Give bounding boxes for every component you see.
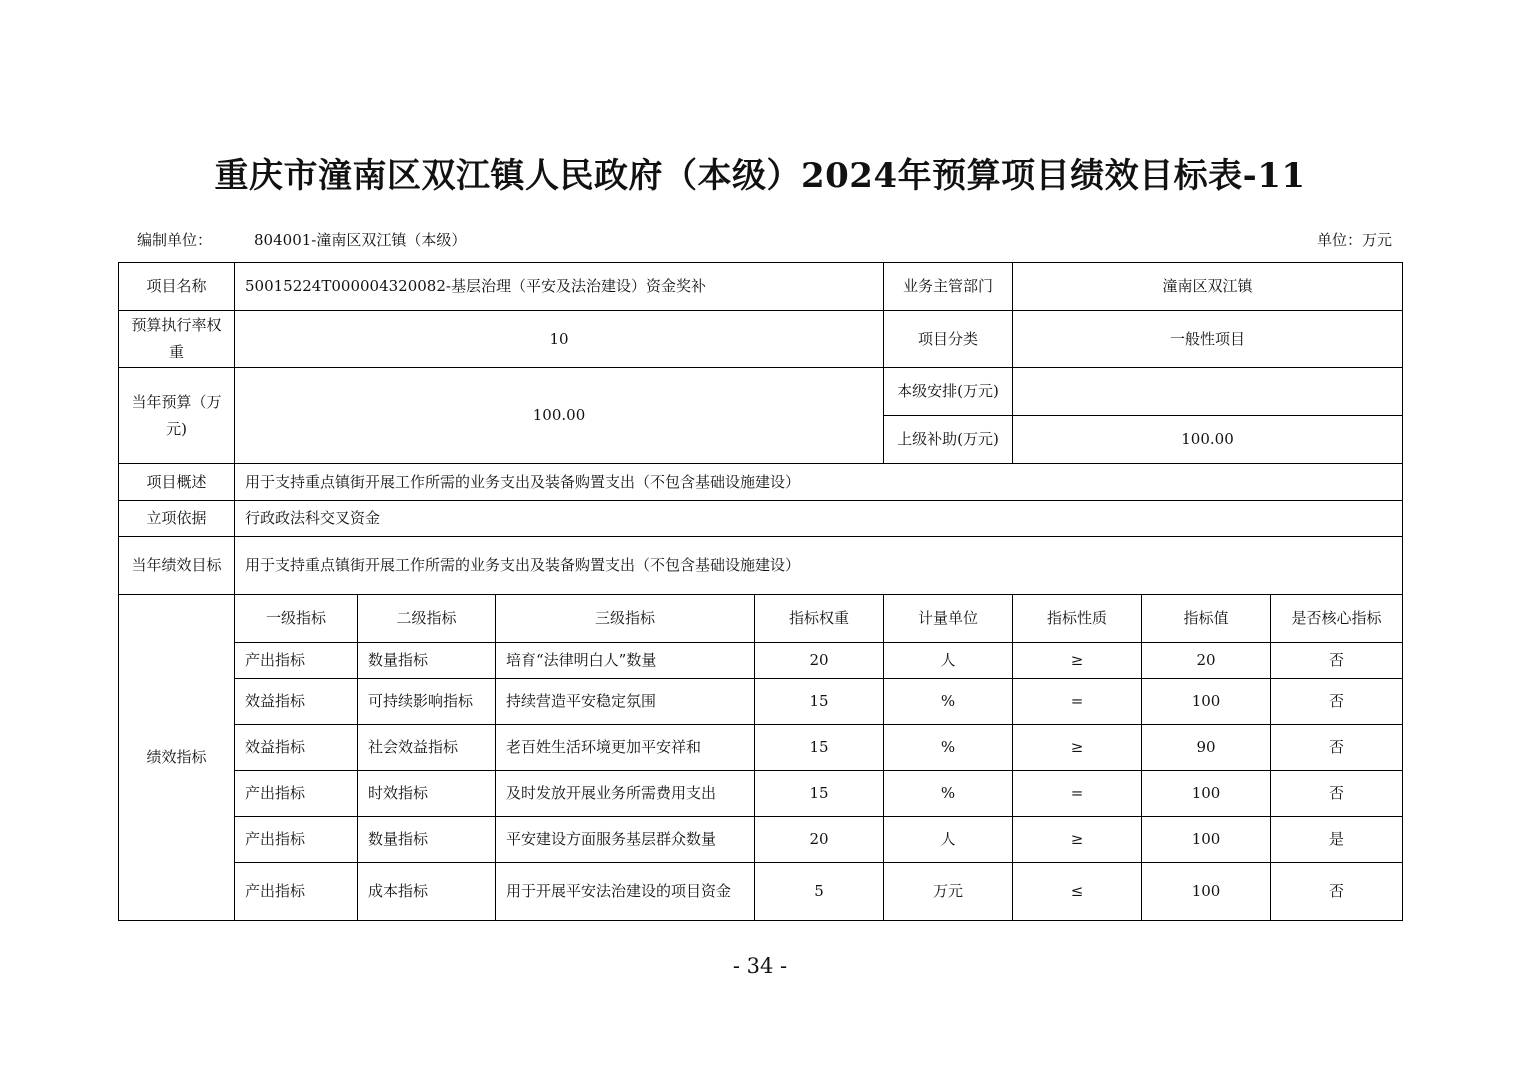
exec-weight-value: 10 <box>235 311 884 368</box>
cell-weight: 20 <box>755 817 884 863</box>
cell-unit: % <box>884 679 1013 725</box>
cell-l2: 数量指标 <box>358 817 496 863</box>
table-row <box>119 643 1403 679</box>
cell-value: 100 <box>1142 771 1271 817</box>
cell-value: 90 <box>1142 725 1271 771</box>
performance-table <box>118 262 1403 921</box>
cell-l1: 产出指标 <box>235 771 358 817</box>
cell-l2: 时效指标 <box>358 771 496 817</box>
header-cell: 计量单位 <box>884 595 1013 643</box>
table-row <box>119 863 1403 921</box>
table-row <box>119 817 1403 863</box>
cell-unit: 人 <box>884 643 1013 679</box>
header-cell: 指标性质 <box>1013 595 1142 643</box>
local-value <box>1013 368 1403 416</box>
cell-unit: % <box>884 771 1013 817</box>
cell-l3: 用于开展平安法治建设的项目资金 <box>496 863 755 921</box>
currency-unit: 单位：万元 <box>1316 231 1392 249</box>
header-cell: 二级指标 <box>358 595 496 643</box>
cell-core: 否 <box>1271 725 1403 771</box>
cell-weight: 15 <box>755 725 884 771</box>
cell-l2: 社会效益指标 <box>358 725 496 771</box>
cell-weight: 20 <box>755 643 884 679</box>
project-name-value: 50015224T000004320082-基层治理（平安及法治建设）资金奖补 <box>235 263 884 311</box>
header-cell: 是否核心指标 <box>1271 595 1403 643</box>
cell-l2: 成本指标 <box>358 863 496 921</box>
cell-nature: ≥ <box>1013 817 1142 863</box>
budget-value: 100.00 <box>235 368 884 464</box>
cell-l3: 培育“法律明白人”数量 <box>496 643 755 679</box>
dept-value: 潼南区双江镇 <box>1013 263 1403 311</box>
cell-l3: 老百姓生活环境更加平安祥和 <box>496 725 755 771</box>
cell-l2: 数量指标 <box>358 643 496 679</box>
perf-label: 绩效指标 <box>119 595 235 921</box>
goal-label: 当年绩效目标 <box>119 537 235 595</box>
overview-value: 用于支持重点镇街开展工作所需的业务支出及装备购置支出（不包含基础设施建设） <box>235 464 1403 501</box>
table-row <box>119 771 1403 817</box>
dept-label: 业务主管部门 <box>884 263 1013 311</box>
cell-value: 20 <box>1142 643 1271 679</box>
cell-l1: 产出指标 <box>235 643 358 679</box>
overview-label: 项目概述 <box>119 464 235 501</box>
cell-l1: 产出指标 <box>235 863 358 921</box>
cell-value: 100 <box>1142 679 1271 725</box>
compiling-unit <box>137 229 466 250</box>
cell-weight: 5 <box>755 863 884 921</box>
basis-label: 立项依据 <box>119 501 235 537</box>
basis-value: 行政政法科交叉资金 <box>235 501 1403 537</box>
budget-label: 当年预算（万元) <box>119 368 235 464</box>
project-name-label: 项目名称 <box>119 263 235 311</box>
compiling-unit-value: 804001-潼南区双江镇（本级） <box>254 231 467 249</box>
cell-core: 否 <box>1271 679 1403 725</box>
cell-core: 否 <box>1271 771 1403 817</box>
category-value: 一般性项目 <box>1013 311 1403 368</box>
cell-unit: 万元 <box>884 863 1013 921</box>
exec-weight-label: 预算执行率权重 <box>119 311 235 368</box>
cell-l3: 及时发放开展业务所需费用支出 <box>496 771 755 817</box>
goal-value: 用于支持重点镇街开展工作所需的业务支出及装备购置支出（不包含基础设施建设） <box>235 537 1403 595</box>
page-title: 重庆市潼南区双江镇人民政府（本级）2024年预算项目绩效目标表-11 <box>214 156 1306 196</box>
cell-value: 100 <box>1142 863 1271 921</box>
cell-weight: 15 <box>755 679 884 725</box>
cell-unit: % <box>884 725 1013 771</box>
cell-core: 是 <box>1271 817 1403 863</box>
cell-weight: 15 <box>755 771 884 817</box>
cell-nature: ≤ <box>1013 863 1142 921</box>
cell-core: 否 <box>1271 863 1403 921</box>
page-number: - 34 - <box>732 954 788 978</box>
cell-l1: 效益指标 <box>235 679 358 725</box>
cell-value: 100 <box>1142 817 1271 863</box>
cell-nature: ≥ <box>1013 643 1142 679</box>
header-cell: 指标值 <box>1142 595 1271 643</box>
cell-l2: 可持续影响指标 <box>358 679 496 725</box>
cell-unit: 人 <box>884 817 1013 863</box>
upper-value: 100.00 <box>1013 416 1403 464</box>
cell-l1: 产出指标 <box>235 817 358 863</box>
local-label: 本级安排(万元) <box>884 368 1013 416</box>
header-cell: 一级指标 <box>235 595 358 643</box>
cell-nature: ≥ <box>1013 725 1142 771</box>
cell-core: 否 <box>1271 643 1403 679</box>
table-row <box>119 679 1403 725</box>
header-cell: 三级指标 <box>496 595 755 643</box>
cell-nature: = <box>1013 679 1142 725</box>
header-cell: 指标权重 <box>755 595 884 643</box>
cell-nature: = <box>1013 771 1142 817</box>
table-row <box>119 725 1403 771</box>
compiling-unit-label: 编制单位： <box>137 231 213 249</box>
cell-l1: 效益指标 <box>235 725 358 771</box>
upper-label: 上级补助(万元) <box>884 416 1013 464</box>
category-label: 项目分类 <box>884 311 1013 368</box>
cell-l3: 持续营造平安稳定氛围 <box>496 679 755 725</box>
cell-l3: 平安建设方面服务基层群众数量 <box>496 817 755 863</box>
